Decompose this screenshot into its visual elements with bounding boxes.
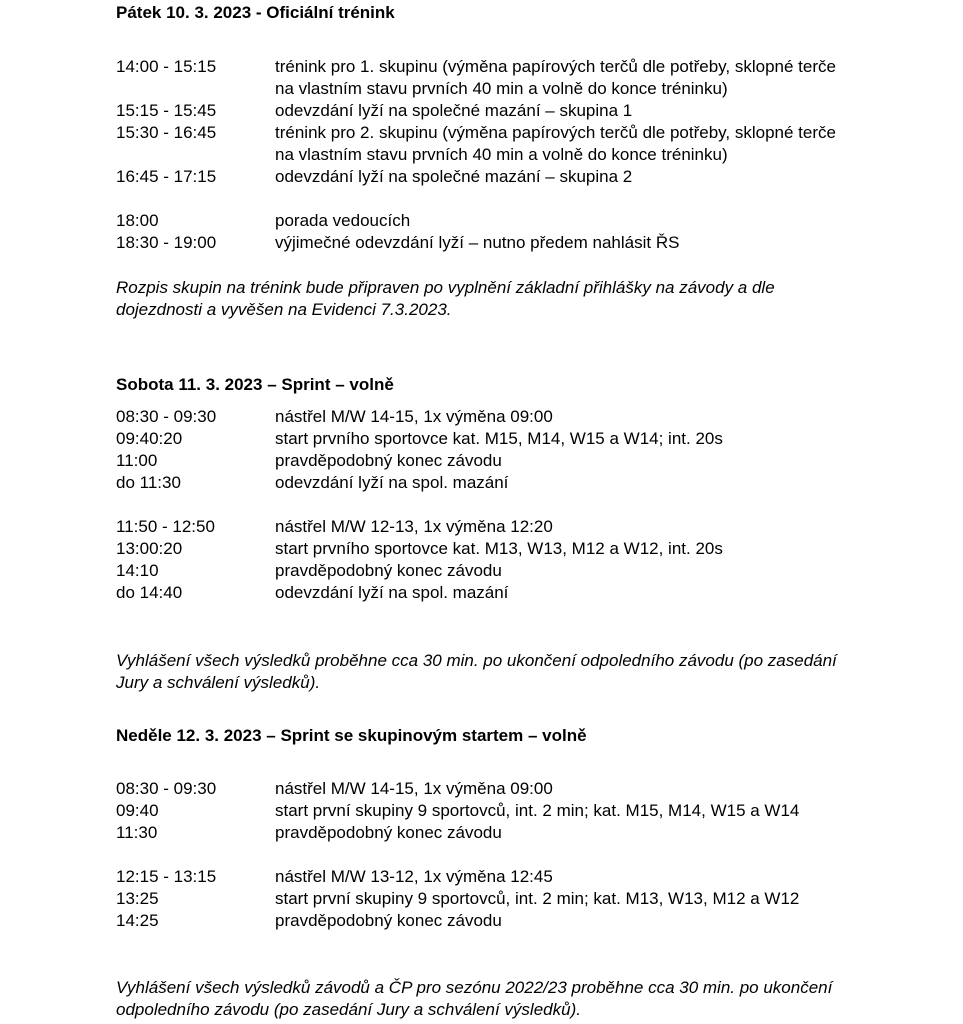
row-description: pravděpodobný konec závodu <box>275 823 502 842</box>
sunday-note: Vyhlášení všech výsledků závodů a ČP pro sezónu 2022/23 proběhne cca 30 min. po ukončení odpoledního závodu (po zasedání Jury a schválení výsledků). <box>116 978 833 1019</box>
row-time: 08:30 - 09:30 <box>116 407 217 426</box>
row-time: 18:00 <box>116 211 159 230</box>
row-time: 14:00 - 15:15 <box>116 57 217 76</box>
saturday-note: Vyhlášení všech výsledků proběhne cca 30 min. po ukončení odpoledního závodu (po zasedání Jury a schválení výsledků). <box>116 651 837 692</box>
row-time: 16:45 - 17:15 <box>116 167 217 186</box>
row-description: trénink pro 1. skupinu (výměna papírových terčů dle potřeby, sklopné terče na vlastním stavu prvních 40 min a volně do konce tréninku) <box>275 57 836 98</box>
day-heading-sunday: Neděle 12. 3. 2023 – Sprint se skupinovým startem – volně <box>116 726 587 745</box>
friday-note: Rozpis skupin na trénink bude připraven po vyplnění základní přihlášky na závody a dle dojezdnosti a vyvěšen na Evidenci 7.3.2023. <box>116 278 775 319</box>
row-time: 15:15 - 15:45 <box>116 101 217 120</box>
row-time: 11:50 - 12:50 <box>116 517 215 536</box>
row-time: do 14:40 <box>116 583 183 602</box>
row-description: odevzdání lyží na společné mazání – skupina 1 <box>275 101 633 120</box>
row-time: 09:40 <box>116 801 159 820</box>
row-description: výjimečné odevzdání lyží – nutno předem nahlásit ŘS <box>275 233 680 252</box>
row-description: nástřel M/W 14-15, 1x výměna 09:00 <box>275 407 553 426</box>
row-time: 14:25 <box>116 911 159 930</box>
row-time: 14:10 <box>116 561 159 580</box>
row-description: start prvního sportovce kat. M15, M14, W15 a W14; int. 20s <box>275 429 723 448</box>
row-time: 18:30 - 19:00 <box>116 233 217 252</box>
row-description: start prvního sportovce kat. M13, W13, M12 a W12, int. 20s <box>275 539 723 558</box>
row-time: do 11:30 <box>116 473 181 492</box>
row-description: odevzdání lyží na spol. mazání <box>275 583 509 602</box>
row-description: nástřel M/W 12-13, 1x výměna 12:20 <box>275 517 553 536</box>
row-time: 13:00:20 <box>116 539 183 558</box>
day-heading-saturday: Sobota 11. 3. 2023 – Sprint – volně <box>116 375 394 394</box>
row-description: nástřel M/W 13-12, 1x výměna 12:45 <box>275 867 553 886</box>
row-description: pravděpodobný konec závodu <box>275 561 502 580</box>
row-description: nástřel M/W 14-15, 1x výměna 09:00 <box>275 779 553 798</box>
row-time: 11:00 <box>116 451 158 470</box>
row-description: odevzdání lyží na spol. mazání <box>275 473 509 492</box>
row-time: 15:30 - 16:45 <box>116 123 217 142</box>
row-time: 12:15 - 13:15 <box>116 867 217 886</box>
row-description: odevzdání lyží na společné mazání – skupina 2 <box>275 167 633 186</box>
row-time: 08:30 - 09:30 <box>116 779 217 798</box>
row-description: start první skupiny 9 sportovců, int. 2 min; kat. M15, M14, W15 a W14 <box>275 801 800 820</box>
row-time: 11:30 <box>116 823 158 842</box>
row-description: start první skupiny 9 sportovců, int. 2 min; kat. M13, W13, M12 a W12 <box>275 889 800 908</box>
row-description: pravděpodobný konec závodu <box>275 911 502 930</box>
row-description: porada vedoucích <box>275 211 411 230</box>
day-heading-friday: Pátek 10. 3. 2023 - Oficiální trénink <box>116 3 395 22</box>
row-time: 13:25 <box>116 889 159 908</box>
row-description: trénink pro 2. skupinu (výměna papírových terčů dle potřeby, sklopné terče na vlastním stavu prvních 40 min a volně do konce tréninku) <box>275 123 836 164</box>
row-description: pravděpodobný konec závodu <box>275 451 502 470</box>
row-time: 09:40:20 <box>116 429 183 448</box>
